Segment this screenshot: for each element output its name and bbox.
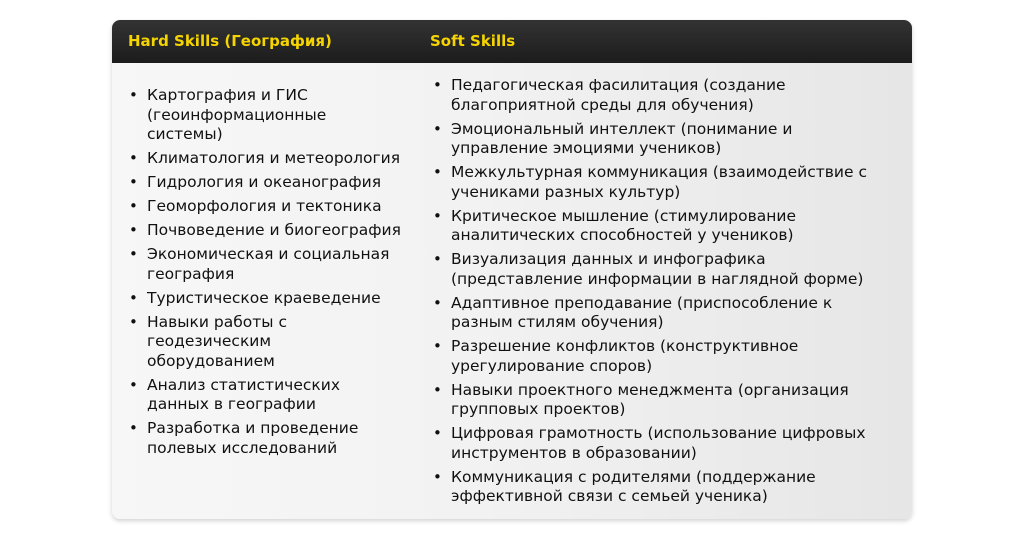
- bullet-icon: •: [433, 76, 442, 94]
- list-item: [126, 86, 401, 145]
- skills-table: [112, 20, 912, 519]
- soft-skills-list: [430, 76, 890, 511]
- list-item: [126, 289, 401, 309]
- list-item: [126, 376, 401, 415]
- soft-skills-heading: Soft Skills: [430, 32, 516, 50]
- table-header: [112, 20, 912, 63]
- list-item-text: Туристическое краеведение: [147, 288, 381, 307]
- bullet-icon: •: [129, 419, 138, 437]
- list-item: [430, 381, 890, 420]
- list-item-text: Картография и ГИС (геоинформационные системы): [147, 86, 327, 143]
- list-item-text: Экономическая и социальная география: [147, 245, 390, 283]
- bullet-icon: •: [129, 173, 138, 191]
- bullet-icon: •: [433, 163, 442, 181]
- bullet-icon: •: [433, 119, 442, 138]
- bullet-icon: •: [129, 245, 138, 263]
- list-item: [430, 207, 890, 246]
- list-item: [430, 76, 890, 115]
- list-item: [430, 120, 890, 159]
- bullet-icon: •: [433, 293, 442, 312]
- list-item-text: Разработка и проведение полевых исследований: [147, 419, 359, 457]
- list-item-text: Разрешение конфликтов (конструктивное урегулирование споров): [451, 337, 799, 375]
- list-item-text: Геоморфология и тектоника: [147, 197, 382, 215]
- list-item: [126, 173, 401, 193]
- list-item: [430, 337, 890, 376]
- list-item: [126, 313, 401, 372]
- list-item-text: Критическое мышление (стимулирование аналитических способностей у учеников): [451, 206, 796, 244]
- bullet-icon: •: [129, 312, 138, 331]
- list-item-text: Межкультурная коммуникация (взаимодействие с учениками разных культур): [451, 163, 867, 201]
- list-item-text: Визуализация данных и инфографика (представление информации в наглядной форме): [451, 250, 864, 288]
- list-item: [430, 294, 890, 333]
- bullet-icon: •: [433, 250, 442, 268]
- list-item: [126, 245, 401, 284]
- list-item: [126, 221, 401, 241]
- list-item-text: Адаптивное преподавание (приспособление к разным стилям обучения): [451, 293, 833, 331]
- bullet-icon: •: [129, 86, 138, 104]
- list-item: [126, 197, 401, 217]
- bullet-icon: •: [433, 380, 442, 399]
- list-item-text: Навыки работы с геодезическим оборудованием: [147, 312, 287, 370]
- bullet-icon: •: [129, 288, 138, 307]
- list-item-text: Навыки проектного менеджмента (организация групповых проектов): [451, 380, 849, 418]
- list-item-text: Педагогическая фасилитация (создание благоприятной среды для обучения): [451, 76, 786, 114]
- bullet-icon: •: [129, 221, 138, 239]
- bullet-icon: •: [433, 206, 442, 225]
- list-item: [126, 149, 401, 169]
- list-item: [430, 468, 890, 507]
- bullet-icon: •: [433, 467, 442, 486]
- list-item-text: Климатология и метеорология: [147, 149, 401, 167]
- list-item-text: Цифровая грамотность (использование цифровых инструментов в образовании): [451, 424, 866, 462]
- bullet-icon: •: [129, 375, 138, 394]
- list-item-text: Коммуникация с родителями (поддержание эффективной связи с семьей ученика): [451, 467, 816, 505]
- hard-skills-list: [126, 86, 401, 463]
- hard-skills-heading: Hard Skills (География): [128, 32, 332, 50]
- list-item: [430, 250, 890, 289]
- list-item: [430, 163, 890, 202]
- list-item: [430, 424, 890, 463]
- bullet-icon: •: [129, 197, 138, 215]
- list-item-text: Эмоциональный интеллект (понимание и управление эмоциями учеников): [451, 119, 793, 157]
- bullet-icon: •: [433, 424, 442, 442]
- bullet-icon: •: [129, 149, 138, 167]
- list-item: [126, 419, 401, 458]
- list-item-text: Анализ статистических данных в географии: [147, 375, 340, 413]
- list-item-text: Гидрология и океанография: [147, 173, 382, 191]
- bullet-icon: •: [433, 337, 442, 355]
- list-item-text: Почвоведение и биогеография: [147, 221, 401, 239]
